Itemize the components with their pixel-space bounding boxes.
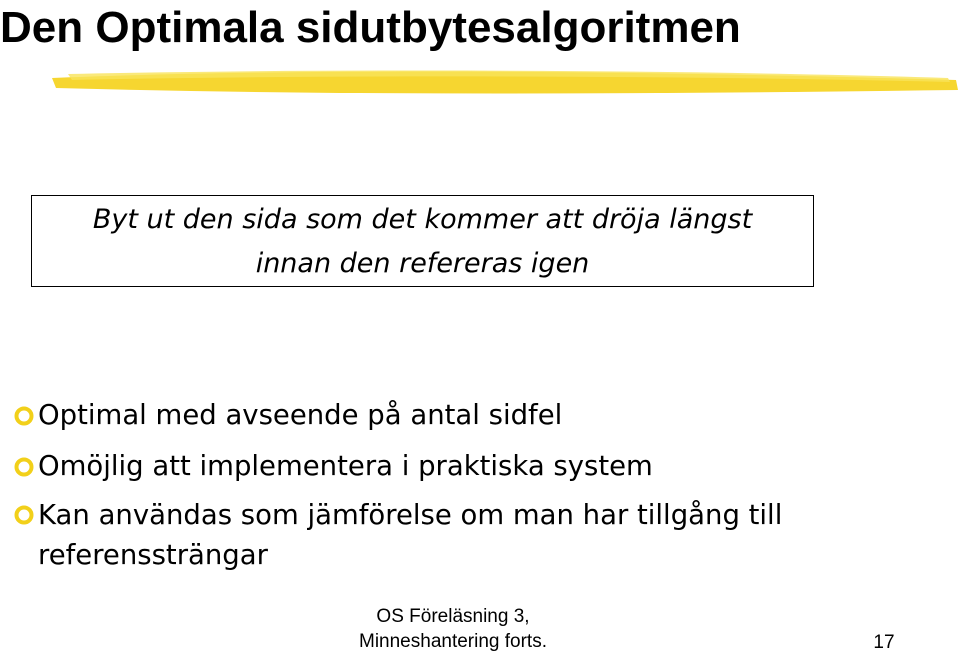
- footer-line-1: OS Föreläsning 3,: [376, 606, 530, 627]
- bullet-list: [14, 393, 934, 581]
- footer-caption: [300, 604, 606, 654]
- bullet-text: Optimal med avseende på antal sidfel: [38, 399, 563, 431]
- yellow-highlight-stroke: [48, 64, 960, 102]
- page-number: 17: [873, 632, 895, 653]
- circle-bullet-icon: [14, 457, 34, 477]
- bullet-item-optimal: [14, 393, 934, 438]
- definition-box: [31, 195, 814, 287]
- circle-bullet-icon: [14, 505, 34, 525]
- bullet-text: Kan användas som jämförelse om man har tillgång till referenssträngar: [38, 499, 783, 571]
- bullet-item-comparison: [14, 495, 934, 575]
- bullet-text: Omöjlig att implementera i praktiska system: [38, 450, 653, 482]
- circle-bullet-icon: [14, 406, 34, 426]
- footer-line-2: Minneshantering forts.: [359, 631, 547, 652]
- definition-line-1: Byt ut den sida som det kommer att dröja längst: [92, 204, 753, 235]
- definition-line-2: innan den refereras igen: [255, 248, 590, 279]
- bullet-item-impossible: [14, 444, 934, 489]
- slide-title: Den Optimala sidutbytesalgoritmen: [0, 3, 741, 52]
